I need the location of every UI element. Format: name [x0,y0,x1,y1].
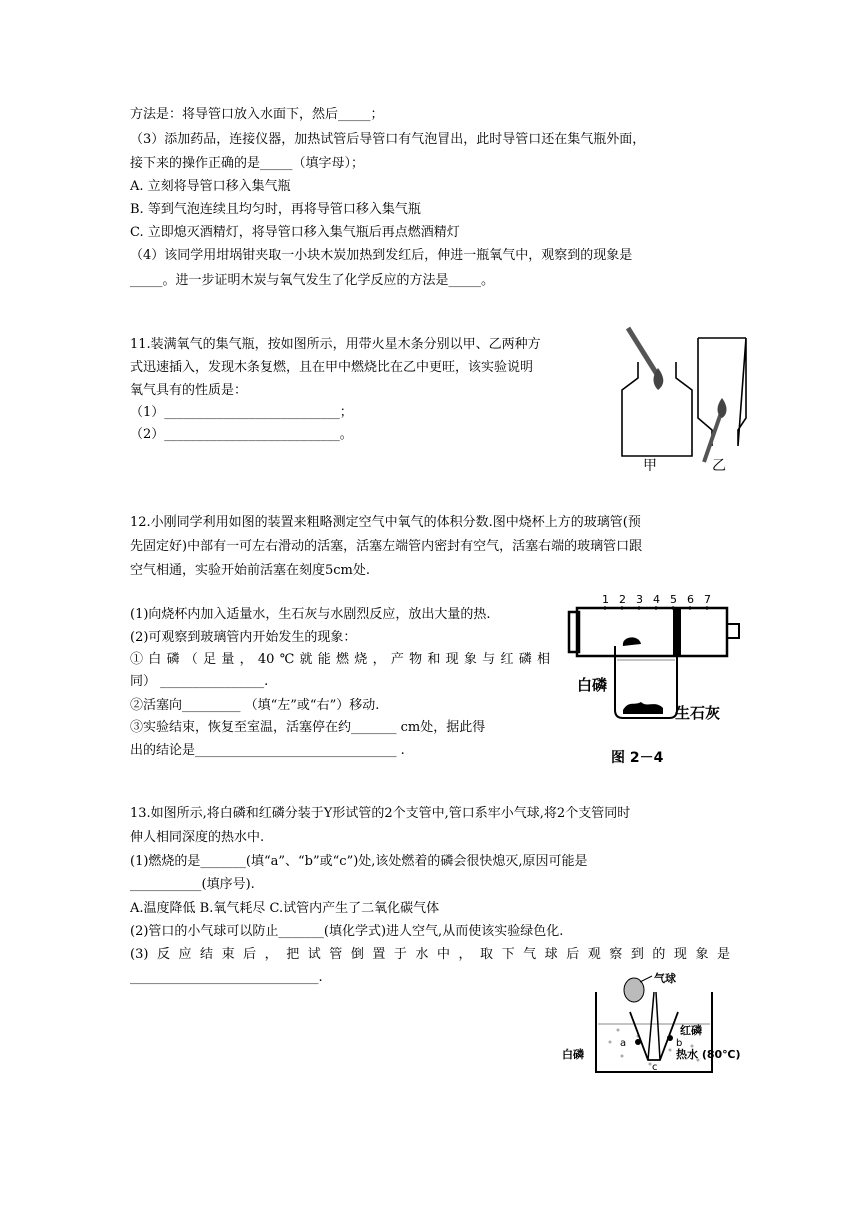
scale-tick-label: 7 [704,593,711,606]
q10-option-c: C. 立即熄灭酒精灯，将导管口移入集气瓶后再点燃酒精灯 [130,225,460,240]
q12-step-3a: ①白磷（足量，40℃就能燃烧，产物和现象与红磷相 [130,652,550,667]
figure-caption: 图 2－4 [611,750,664,765]
glass-tube [577,608,727,656]
q12-line-3: 空气相通，实验开始前活塞在刻度5cm处. [130,563,371,578]
q11-line-1: 11.装满氧气的集气瓶，按如图所示，用带火星木条分别以甲、乙两种方 [130,337,541,352]
q13-line-6: (2)管口的小气球可以防止_______(填化学式)进人空气,从而使该实验绿色化. [130,924,564,939]
q10-line-5: _____。进一步证明木炭与氧气发生了化学反应的方法是_____。 [130,273,495,288]
q12-step-4: ②活塞向_________ （填“左”或“右”）移动. [130,698,380,713]
q10-line-1: 方法是：将导管口放入水面下，然后_____； [130,107,384,122]
q13-line-3: (1)燃烧的是_______(填“a”、“b”或“c”)处,该处燃着的磷会很快熄灭,原因可能是 [130,854,588,869]
quicklime [623,702,663,714]
label-balloon: 气球 [654,972,676,985]
q12-apparatus-figure [565,590,740,765]
q12-step-1: (1)向烧杯内加入适量水，生石灰与水剧烈反应，放出大量的热. [130,607,491,622]
q12-step-6: 出的结论是_______________________________ . [130,743,405,758]
q12-line-2: 先固定好)中部有一可左右滑动的活塞，活塞左端管内密封有空气，活塞右端的玻璃管口跟 [130,539,643,554]
scale-tick-label: 6 [687,593,694,606]
label-phosphorus: 白磷 [577,676,608,694]
q13-y-tube-figure [560,972,760,1084]
white-phosphorus-dot [635,1039,641,1045]
q11-blank-1: （1）___________________________； [130,405,353,420]
q11-line-3: 氧气具有的性质是： [130,383,248,398]
q11-bottles-figure [600,318,750,478]
label-lime: 生石灰 [675,704,721,722]
q11-line-2: 式迅速插入，发现木条复燃，且在甲中燃烧比在乙中更旺，该实验说明 [130,360,534,375]
q10-line-4: （4）该同学用坩埚钳夹取一小块木炭加热到发红后，伸进一瓶氧气中，观察到的现象是 [130,248,633,263]
red-phosphorus-dot [667,1035,673,1041]
scale-tick-label: 1 [602,593,609,606]
q10-option-b: B. 等到气泡连续且均匀时，再将导管口移入集气瓶 [130,202,421,217]
q12-step-3b: 同） ________________. [130,674,269,689]
q13-line-1: 13.如图所示,将白磷和红磷分装于Y形试管的2个支管中,管口系牢小气球,将2个支管同时 [130,806,631,821]
q10-line-2: （3）添加药品，连接仪器，加热试管后导管口有气泡冒出，此时导管口还在集气瓶外面， [130,132,646,147]
q11-blank-2: （2）___________________________。 [130,427,353,442]
bottle-b-label: 乙 [712,458,726,474]
label-red-phosphorus: 红磷 [680,1024,702,1037]
q10-option-a: A. 立刻将导管口移入集气瓶 [130,179,291,194]
q13-line-8: _____________________________. [130,970,323,985]
label-hot-water: 热水 (80℃) [676,1048,741,1061]
q12-line-1: 12.小刚同学利用如图的装置来粗略测定空气中氧气的体积分数.图中烧杯上方的玻璃管(预 [130,515,641,530]
label-a: a [620,1038,627,1049]
label-c: c [652,1062,658,1073]
white-phosphorus [623,637,641,646]
q13-line-4: ___________(填序号). [130,877,255,892]
q12-step-2: (2)可观察到玻璃管内开始发生的现象： [130,630,357,645]
scale-tick-label: 3 [636,593,643,606]
q13-line-2: 伸人相同深度的热水中. [130,830,265,845]
label-b: b [676,1038,683,1049]
splint-b [704,410,722,462]
splint-a [628,328,658,376]
bottle-inverted [698,338,746,446]
label-white-phosphorus: 白磷 [562,1048,584,1061]
bottle-a-label: 甲 [643,458,657,474]
q12-step-5: ③实验结束，恢复至室温，活塞停在约_______ cm处，据此得 [130,720,486,735]
scale-tick-label: 4 [653,593,660,606]
scale-tick-label: 2 [619,593,626,606]
scale-tick-label: 5 [670,593,677,606]
q13-options: A.温度降低 B.氧气耗尽 C.试管内产生了二氧化碳气体 [130,901,440,916]
q13-line-7: (3)反应结束后，把试管倒置于水中，取下气球后观察到的现象是 [130,947,730,962]
q10-line-3: 接下来的操作正确的是_____（填字母）； [130,156,365,171]
